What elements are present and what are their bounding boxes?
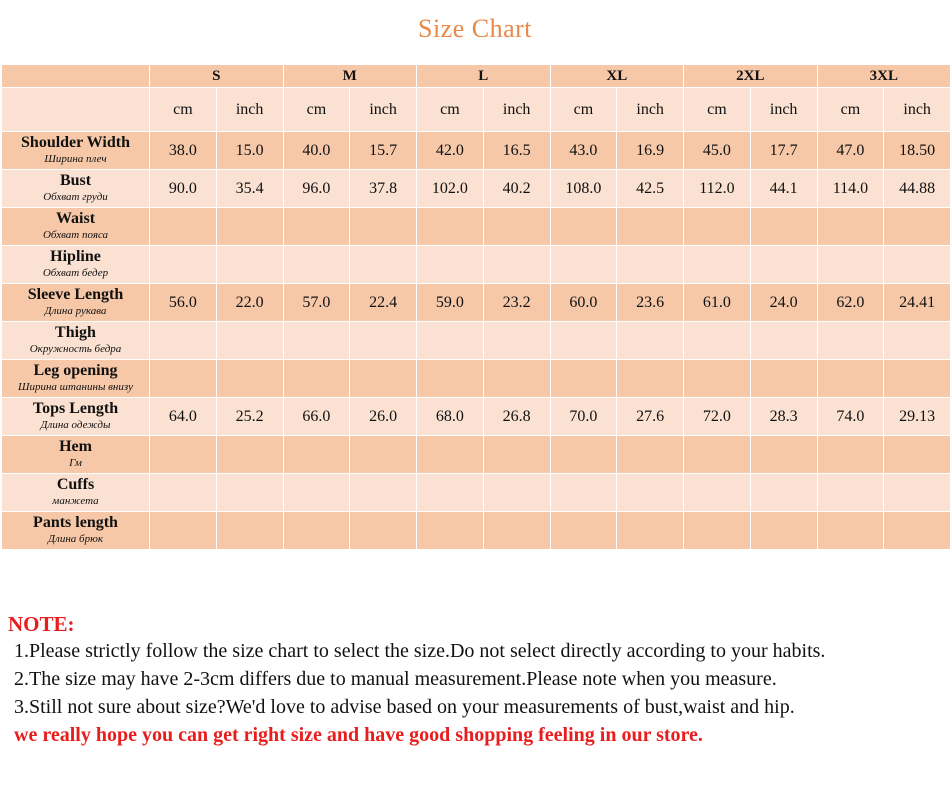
measurement-label-cell bbox=[2, 436, 150, 474]
measurement-value bbox=[550, 246, 617, 284]
measurement-label-cell bbox=[2, 132, 150, 170]
measurement-value: 25.2 bbox=[216, 398, 283, 436]
measurement-value bbox=[417, 436, 484, 474]
unit-header-cell: cm bbox=[550, 88, 617, 132]
measurement-value: 60.0 bbox=[550, 284, 617, 322]
measurement-value bbox=[216, 474, 283, 512]
measurement-value bbox=[483, 322, 550, 360]
measurement-value: 23.2 bbox=[483, 284, 550, 322]
measurement-value bbox=[750, 208, 817, 246]
measurement-value: 24.0 bbox=[750, 284, 817, 322]
measurement-label-cell bbox=[2, 246, 150, 284]
measurement-value bbox=[216, 246, 283, 284]
size-header-cell: M bbox=[283, 65, 417, 88]
unit-header-cell: cm bbox=[684, 88, 751, 132]
measurement-value bbox=[216, 512, 283, 550]
size-header-cell: S bbox=[150, 65, 284, 88]
note-line-3: 3.Still not sure about size?We'd love to advise based on your measurements of bust,waist and hip. bbox=[14, 696, 795, 718]
measurement-value: 38.0 bbox=[150, 132, 217, 170]
measurement-value: 26.8 bbox=[483, 398, 550, 436]
measurement-value: 70.0 bbox=[550, 398, 617, 436]
measurement-value bbox=[750, 436, 817, 474]
measurement-value: 45.0 bbox=[684, 132, 751, 170]
measurement-name: Waist bbox=[55, 209, 96, 227]
measurement-row bbox=[2, 398, 950, 436]
measurement-value bbox=[350, 246, 417, 284]
measurement-value bbox=[550, 322, 617, 360]
measurement-value bbox=[817, 208, 884, 246]
measurement-value bbox=[350, 436, 417, 474]
measurement-label-cell bbox=[2, 512, 150, 550]
measurement-value bbox=[684, 436, 751, 474]
measurement-value bbox=[417, 512, 484, 550]
measurement-value: 90.0 bbox=[150, 170, 217, 208]
measurement-value bbox=[483, 246, 550, 284]
measurement-value bbox=[283, 208, 350, 246]
measurement-value bbox=[684, 322, 751, 360]
measurement-name: Thigh bbox=[55, 323, 96, 341]
size-chart-table bbox=[1, 64, 950, 550]
measurement-value bbox=[483, 512, 550, 550]
unit-header-cell: inch bbox=[350, 88, 417, 132]
measurement-value: 28.3 bbox=[750, 398, 817, 436]
measurement-value bbox=[417, 360, 484, 398]
measurement-label-cell bbox=[2, 170, 150, 208]
measurement-value bbox=[750, 360, 817, 398]
measurement-value bbox=[483, 360, 550, 398]
measurement-value bbox=[483, 208, 550, 246]
measurement-value: 112.0 bbox=[684, 170, 751, 208]
measurement-name-ru: Ширина штанины внизу bbox=[17, 380, 133, 393]
measurement-row bbox=[2, 208, 950, 246]
measurement-value: 23.6 bbox=[617, 284, 684, 322]
measurement-value bbox=[550, 512, 617, 550]
measurement-value: 29.13 bbox=[884, 398, 950, 436]
measurement-value bbox=[150, 512, 217, 550]
size-header-cell: L bbox=[417, 65, 551, 88]
unit-header-cell: inch bbox=[750, 88, 817, 132]
measurement-row bbox=[2, 170, 950, 208]
measurement-value: 15.0 bbox=[216, 132, 283, 170]
measurement-value bbox=[884, 474, 950, 512]
measurement-value: 42.0 bbox=[417, 132, 484, 170]
measurement-value bbox=[350, 322, 417, 360]
measurement-value bbox=[817, 360, 884, 398]
measurement-value bbox=[817, 246, 884, 284]
measurement-label-cell bbox=[2, 398, 150, 436]
measurement-value bbox=[617, 474, 684, 512]
measurement-value: 47.0 bbox=[817, 132, 884, 170]
measurement-value bbox=[150, 436, 217, 474]
note-heading: NOTE: bbox=[8, 612, 75, 636]
measurement-value bbox=[617, 246, 684, 284]
size-header-row bbox=[2, 65, 950, 88]
measurement-value: 40.0 bbox=[283, 132, 350, 170]
measurement-name-ru: манжета bbox=[52, 494, 99, 507]
measurement-value: 66.0 bbox=[283, 398, 350, 436]
measurement-value bbox=[283, 360, 350, 398]
measurement-value bbox=[216, 436, 283, 474]
measurement-name-ru: Обхват бедер bbox=[42, 266, 109, 279]
measurement-value bbox=[150, 246, 217, 284]
chart-title: Size Chart bbox=[417, 14, 533, 43]
measurement-value bbox=[750, 512, 817, 550]
measurement-value bbox=[216, 322, 283, 360]
measurement-name: Sleeve Length bbox=[27, 285, 124, 303]
measurement-row bbox=[2, 474, 950, 512]
measurement-row bbox=[2, 322, 950, 360]
measurement-value: 57.0 bbox=[283, 284, 350, 322]
measurement-value bbox=[550, 208, 617, 246]
unit-header-cell: cm bbox=[417, 88, 484, 132]
measurement-value bbox=[884, 436, 950, 474]
measurement-value bbox=[684, 360, 751, 398]
measurement-value bbox=[483, 474, 550, 512]
measurement-name: Shoulder Width bbox=[21, 133, 130, 151]
measurement-label-cell bbox=[2, 284, 150, 322]
measurement-value: 62.0 bbox=[817, 284, 884, 322]
measurement-value bbox=[884, 208, 950, 246]
measurement-value: 42.5 bbox=[617, 170, 684, 208]
measurement-value: 43.0 bbox=[550, 132, 617, 170]
measurement-value: 74.0 bbox=[817, 398, 884, 436]
measurement-value bbox=[417, 474, 484, 512]
measurement-value: 40.2 bbox=[483, 170, 550, 208]
measurement-name-ru: Длина рукава bbox=[44, 304, 107, 317]
corner-cell bbox=[2, 65, 150, 88]
measurement-value bbox=[817, 474, 884, 512]
measurement-name-ru: Длина одежды bbox=[40, 418, 111, 431]
measurement-value bbox=[550, 436, 617, 474]
measurement-value bbox=[884, 360, 950, 398]
measurement-value: 16.5 bbox=[483, 132, 550, 170]
measurement-value bbox=[817, 322, 884, 360]
measurement-value bbox=[884, 512, 950, 550]
corner-cell bbox=[2, 88, 150, 132]
measurement-value: 108.0 bbox=[550, 170, 617, 208]
measurement-value: 15.7 bbox=[350, 132, 417, 170]
measurement-value bbox=[550, 360, 617, 398]
measurement-value bbox=[350, 512, 417, 550]
measurement-value: 17.7 bbox=[750, 132, 817, 170]
measurement-value: 24.41 bbox=[884, 284, 950, 322]
measurement-value bbox=[150, 322, 217, 360]
note-line-2: 2.The size may have 2-3cm differs due to manual measurement.Please note when you measure. bbox=[14, 668, 777, 690]
size-header-cell: XL bbox=[550, 65, 684, 88]
measurement-value bbox=[283, 322, 350, 360]
measurement-name-ru: Окружность бедра bbox=[29, 342, 122, 355]
measurement-value bbox=[750, 474, 817, 512]
measurement-value bbox=[483, 436, 550, 474]
measurement-row bbox=[2, 284, 950, 322]
measurement-value bbox=[750, 246, 817, 284]
note-line-1: 1.Please strictly follow the size chart to select the size.Do not select directly according to your habits. bbox=[14, 640, 826, 662]
unit-header-cell: inch bbox=[884, 88, 950, 132]
measurement-value bbox=[550, 474, 617, 512]
measurement-value: 96.0 bbox=[283, 170, 350, 208]
measurement-name: Hipline bbox=[50, 247, 101, 265]
measurement-value bbox=[283, 436, 350, 474]
measurement-name-ru: Гм bbox=[69, 456, 82, 469]
measurement-row bbox=[2, 512, 950, 550]
measurement-value bbox=[283, 474, 350, 512]
measurement-value bbox=[350, 474, 417, 512]
measurement-value bbox=[617, 322, 684, 360]
measurement-label-cell bbox=[2, 360, 150, 398]
measurement-name-ru: Длина брюк bbox=[48, 532, 103, 545]
measurement-label-cell bbox=[2, 322, 150, 360]
measurement-name: Cuffs bbox=[56, 475, 95, 493]
measurement-value bbox=[817, 436, 884, 474]
measurement-value: 59.0 bbox=[417, 284, 484, 322]
measurement-value bbox=[684, 474, 751, 512]
measurement-row bbox=[2, 436, 950, 474]
measurement-value bbox=[417, 246, 484, 284]
measurement-value bbox=[884, 322, 950, 360]
measurement-value bbox=[684, 208, 751, 246]
measurement-value: 18.50 bbox=[884, 132, 950, 170]
unit-header-cell: inch bbox=[617, 88, 684, 132]
measurement-value bbox=[216, 360, 283, 398]
measurement-row bbox=[2, 360, 950, 398]
measurement-name-ru: Обхват груди bbox=[43, 190, 108, 203]
measurement-value bbox=[817, 512, 884, 550]
measurement-value bbox=[884, 246, 950, 284]
measurement-value: 16.9 bbox=[617, 132, 684, 170]
measurement-value bbox=[150, 360, 217, 398]
size-header-cell: 3XL bbox=[817, 65, 950, 88]
measurement-row bbox=[2, 246, 950, 284]
measurement-value: 44.1 bbox=[750, 170, 817, 208]
measurement-name: Tops Length bbox=[32, 399, 119, 417]
measurement-value: 22.0 bbox=[216, 284, 283, 322]
measurement-value bbox=[150, 474, 217, 512]
measurement-value bbox=[417, 208, 484, 246]
measurement-value: 35.4 bbox=[216, 170, 283, 208]
measurement-value bbox=[150, 208, 217, 246]
measurement-row bbox=[2, 132, 950, 170]
measurement-name: Pants length bbox=[33, 513, 118, 531]
unit-header-cell: cm bbox=[817, 88, 884, 132]
measurement-value bbox=[684, 512, 751, 550]
measurement-value: 37.8 bbox=[350, 170, 417, 208]
size-header-cell: 2XL bbox=[684, 65, 818, 88]
measurement-value: 56.0 bbox=[150, 284, 217, 322]
measurement-value bbox=[350, 360, 417, 398]
measurement-name: Hem bbox=[59, 437, 92, 455]
measurement-value: 22.4 bbox=[350, 284, 417, 322]
measurement-value: 114.0 bbox=[817, 170, 884, 208]
measurement-value: 72.0 bbox=[684, 398, 751, 436]
measurement-value: 68.0 bbox=[417, 398, 484, 436]
measurement-name-ru: Ширина плеч bbox=[44, 152, 107, 165]
measurement-value: 27.6 bbox=[617, 398, 684, 436]
measurement-value bbox=[350, 208, 417, 246]
unit-header-cell: inch bbox=[216, 88, 283, 132]
measurement-value: 61.0 bbox=[684, 284, 751, 322]
measurement-name: Bust bbox=[59, 171, 92, 189]
measurement-value bbox=[617, 512, 684, 550]
measurement-value: 44.88 bbox=[884, 170, 950, 208]
measurement-value bbox=[684, 246, 751, 284]
measurement-value bbox=[617, 360, 684, 398]
measurement-name: Leg opening bbox=[33, 361, 118, 379]
measurement-label-cell bbox=[2, 208, 150, 246]
unit-header-row bbox=[2, 88, 950, 132]
measurement-value bbox=[617, 208, 684, 246]
measurement-value bbox=[417, 322, 484, 360]
measurement-value bbox=[750, 322, 817, 360]
measurement-value: 26.0 bbox=[350, 398, 417, 436]
measurement-value: 102.0 bbox=[417, 170, 484, 208]
measurement-value bbox=[283, 512, 350, 550]
measurement-value bbox=[617, 436, 684, 474]
unit-header-cell: cm bbox=[150, 88, 217, 132]
measurement-value bbox=[216, 208, 283, 246]
measurement-value bbox=[283, 246, 350, 284]
note-highlight: we really hope you can get right size and have good shopping feeling in our store. bbox=[14, 724, 703, 746]
measurement-label-cell bbox=[2, 474, 150, 512]
measurement-value: 64.0 bbox=[150, 398, 217, 436]
measurement-name-ru: Обхват пояса bbox=[42, 228, 109, 241]
unit-header-cell: cm bbox=[283, 88, 350, 132]
unit-header-cell: inch bbox=[483, 88, 550, 132]
